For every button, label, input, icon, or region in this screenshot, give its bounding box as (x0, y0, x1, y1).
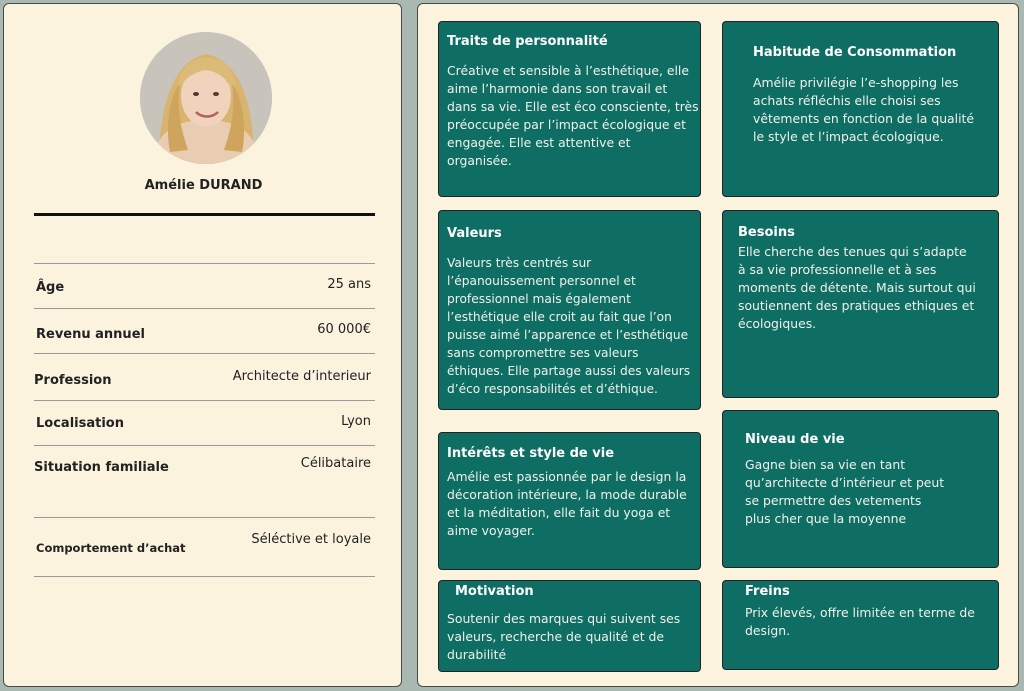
card-motivation (438, 580, 701, 672)
row-divider (34, 308, 375, 309)
row-divider (34, 263, 375, 264)
profile-photo (140, 32, 272, 164)
location-value: Lyon (341, 414, 371, 429)
card-freins (722, 580, 999, 670)
card-habitude (722, 21, 999, 197)
card-title: Traits de personnalité (447, 34, 608, 49)
profession-value: Architecte d’interieur (232, 369, 371, 384)
card-interets (438, 432, 701, 570)
card-niveau (722, 410, 999, 568)
name-divider (34, 213, 375, 216)
age-label: Âge (36, 280, 65, 295)
card-title: Motivation (455, 584, 534, 599)
card-body: Valeurs très centrés sur l’épanouissement personnel et professionnel mais également l’esthétique elle croit au fait que l’on puisse aimé l’apparence et l’esthétique sans compromettre ses valeurs éthiques. Elle partage aussi des valeurs d’éco responsabilités et d’éthique. (447, 256, 691, 396)
row-divider (34, 517, 375, 518)
card-valeurs (438, 210, 701, 410)
card-body: Créative et sensible à l’esthétique, elle aime l’harmonie dans son travail et dans sa vie. Elle est éco consciente, très préoccupée par l’impact écologique et engagée. Elle est attentive et organisée. (447, 63, 699, 168)
location-label: Localisation (36, 416, 124, 431)
profession-label: Profession (34, 373, 112, 388)
card-body: Amélie privilégie l’e-shopping les achats réfléchis elle choisi ses vêtements en fonction de la qualité le style et l’impact écologique. (753, 75, 975, 144)
family-value: Célibataire (300, 456, 371, 471)
card-body: Gagne bien sa vie en tant qu’architecte d’intérieur et peut se permettre des vetements plus cher que la moyenne (745, 457, 945, 526)
purchase-behavior-label: Comportement d’achat (36, 541, 186, 555)
card-body: Prix élevés, offre limitée en terme de design. (745, 605, 975, 638)
family-label: Situation familiale (34, 460, 169, 475)
card-body: Amélie est passionnée par le design la décoration intérieure, la mode durable et la méditation, elle fait du yoga et aime voyager. (447, 469, 687, 538)
card-body: Soutenir des marques qui suivent ses valeurs, recherche de qualité et de durabilité (447, 611, 681, 662)
row-divider (34, 445, 375, 446)
age-value: 25 ans (327, 277, 371, 292)
card-title: Freins (745, 584, 790, 599)
purchase-behavior-value: Séléctive et loyale (251, 532, 371, 547)
card-traits (438, 21, 701, 197)
row-divider (34, 400, 375, 401)
row-divider (34, 576, 375, 577)
income-label: Revenu annuel (36, 327, 145, 342)
row-divider (34, 353, 375, 354)
income-value: 60 000€ (317, 322, 371, 337)
card-title: Valeurs (447, 226, 502, 241)
card-title: Intérêts et style de vie (447, 446, 615, 461)
card-besoins (722, 210, 999, 398)
card-body: Elle cherche des tenues qui s’adapte à sa vie professionnelle et à ses moments de détente. Mais surtout qui soutiennent des pratiques ethiques et écologiques. (738, 244, 976, 331)
card-title: Besoins (738, 225, 795, 240)
card-title: Habitude de Consommation (753, 45, 957, 60)
profile-name: Amélie DURAND (144, 178, 263, 193)
profile-panel (3, 3, 402, 687)
card-title: Niveau de vie (745, 432, 845, 447)
